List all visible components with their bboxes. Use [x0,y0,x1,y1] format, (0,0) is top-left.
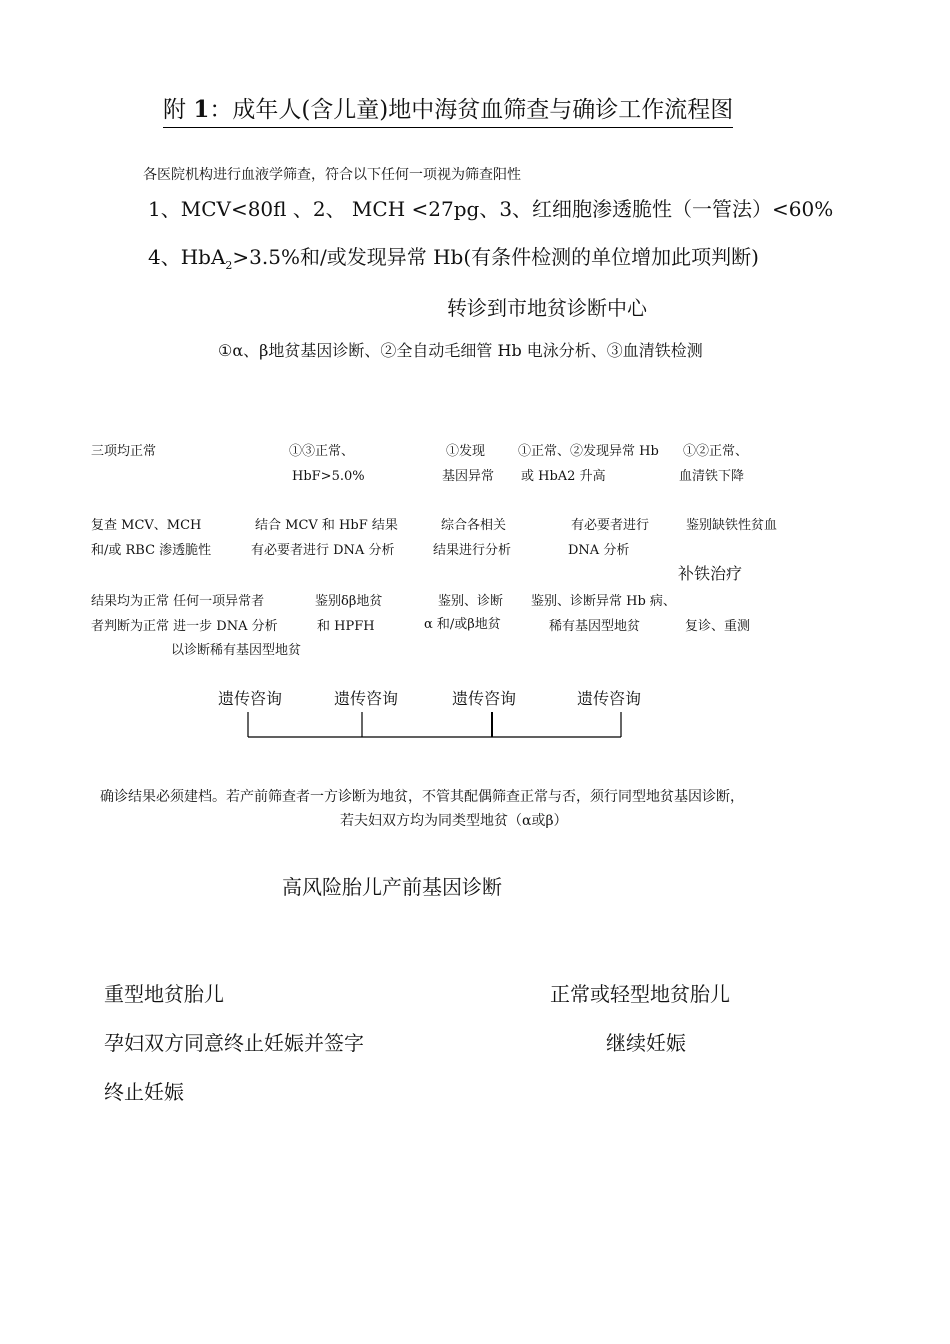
branch4-outcome-line1: 鉴别、诊断异常 Hb 病、 [531,594,676,609]
branch1-result: 三项均正常 [91,444,157,459]
branch2-result-line2: HbF>5.0% [292,469,365,484]
branch3-outcome-line2: α 和/或β地贫 [424,617,501,632]
branch1-outcome-line1: 结果均为正常 任何一项异常者 [91,594,265,609]
counseling-1: 遗传咨询 [218,689,283,708]
fetus-severe-step2: 终止妊娠 [104,1080,184,1104]
referral-tests: ①α、β地贫基因诊断、②全自动毛细管 Hb 电泳分析、③血清铁检测 [218,341,703,360]
screening-criteria-2: 4、HbA$_2$>3.5%和/或发现异常 Hb(有条件检测的单位增加此项判断) [148,245,759,272]
branch4-result-line2: 或 HbA2 升高 [521,469,606,484]
fetus-normal-label: 正常或轻型地贫胎儿 [550,982,730,1006]
branch2-action-line1: 结合 MCV 和 HbF 结果 [255,518,398,533]
branch3-result-line1: ①发现 [446,444,486,459]
branch3-action-line1: 综合各相关 [441,518,507,533]
page-title: 附 1：成年人(含儿童)地中海贫血筛查与确诊工作流程图 [163,96,733,128]
branch2-action-line2: 有必要者进行 DNA 分析 [251,543,395,558]
branch4-action-line1: 有必要者进行 [571,518,650,533]
branch4-outcome-line2: 稀有基因型地贫 [549,619,641,634]
branch5-action-line2: 补铁治疗 [678,564,743,583]
branch1-outcome-line2: 者判断为正常 进一步 DNA 分析 [91,619,278,634]
branch2-outcome-line2: 和 HPFH [317,619,375,634]
fetus-severe-step1: 孕妇双方同意终止妊娠并签字 [104,1031,364,1055]
screening-intro: 各医院机构进行血液学筛查，符合以下任何一项视为筛查阳性 [143,167,521,183]
branch3-result-line2: 基因异常 [442,469,495,484]
referral-center: 转诊到市地贫诊断中心 [447,296,647,320]
prenatal-title: 高风险胎儿产前基因诊断 [282,875,502,899]
branch3-action-line2: 结果进行分析 [433,543,512,558]
branch4-action-line2: DNA 分析 [568,543,630,558]
counseling-4: 遗传咨询 [577,689,642,708]
branch5-action-line1: 鉴别缺铁性贫血 [686,518,778,533]
branch4-result-line1: ①正常、②发现异常 Hb [518,444,659,459]
branch2-result-line1: ①③正常、 [289,444,355,459]
branch1-action-line2: 和/或 RBC 渗透脆性 [91,543,212,558]
record-note-line2: 若夫妇双方均为同类型地贫（α或β） [340,813,568,829]
screening-criteria-1: 1、MCV<80fl 、2、 MCH <27pg、3、红细胞渗透脆性（一管法）<60% [148,197,834,221]
fetus-severe-label: 重型地贫胎儿 [104,982,224,1006]
counseling-2: 遗传咨询 [334,689,399,708]
branch1-outcome-line3: 以诊断稀有基因型地贫 [171,643,302,658]
branch3-outcome-line1: 鉴别、诊断 [438,594,504,609]
counseling-3: 遗传咨询 [452,689,517,708]
branch5-result-line2: 血清铁下降 [679,469,745,484]
record-note-line1: 确诊结果必须建档。若产前筛查者一方诊断为地贫，不管其配偶筛查正常与否，须行同型地贫基因诊断， [100,789,744,805]
branch5-result-line1: ①②正常、 [683,444,749,459]
fetus-normal-step1: 继续妊娠 [606,1031,686,1055]
branch1-action-line1: 复查 MCV、MCH [91,518,202,533]
branch2-outcome-line1: 鉴别δβ地贫 [315,594,383,609]
branch5-outcome: 复诊、重测 [685,619,751,634]
